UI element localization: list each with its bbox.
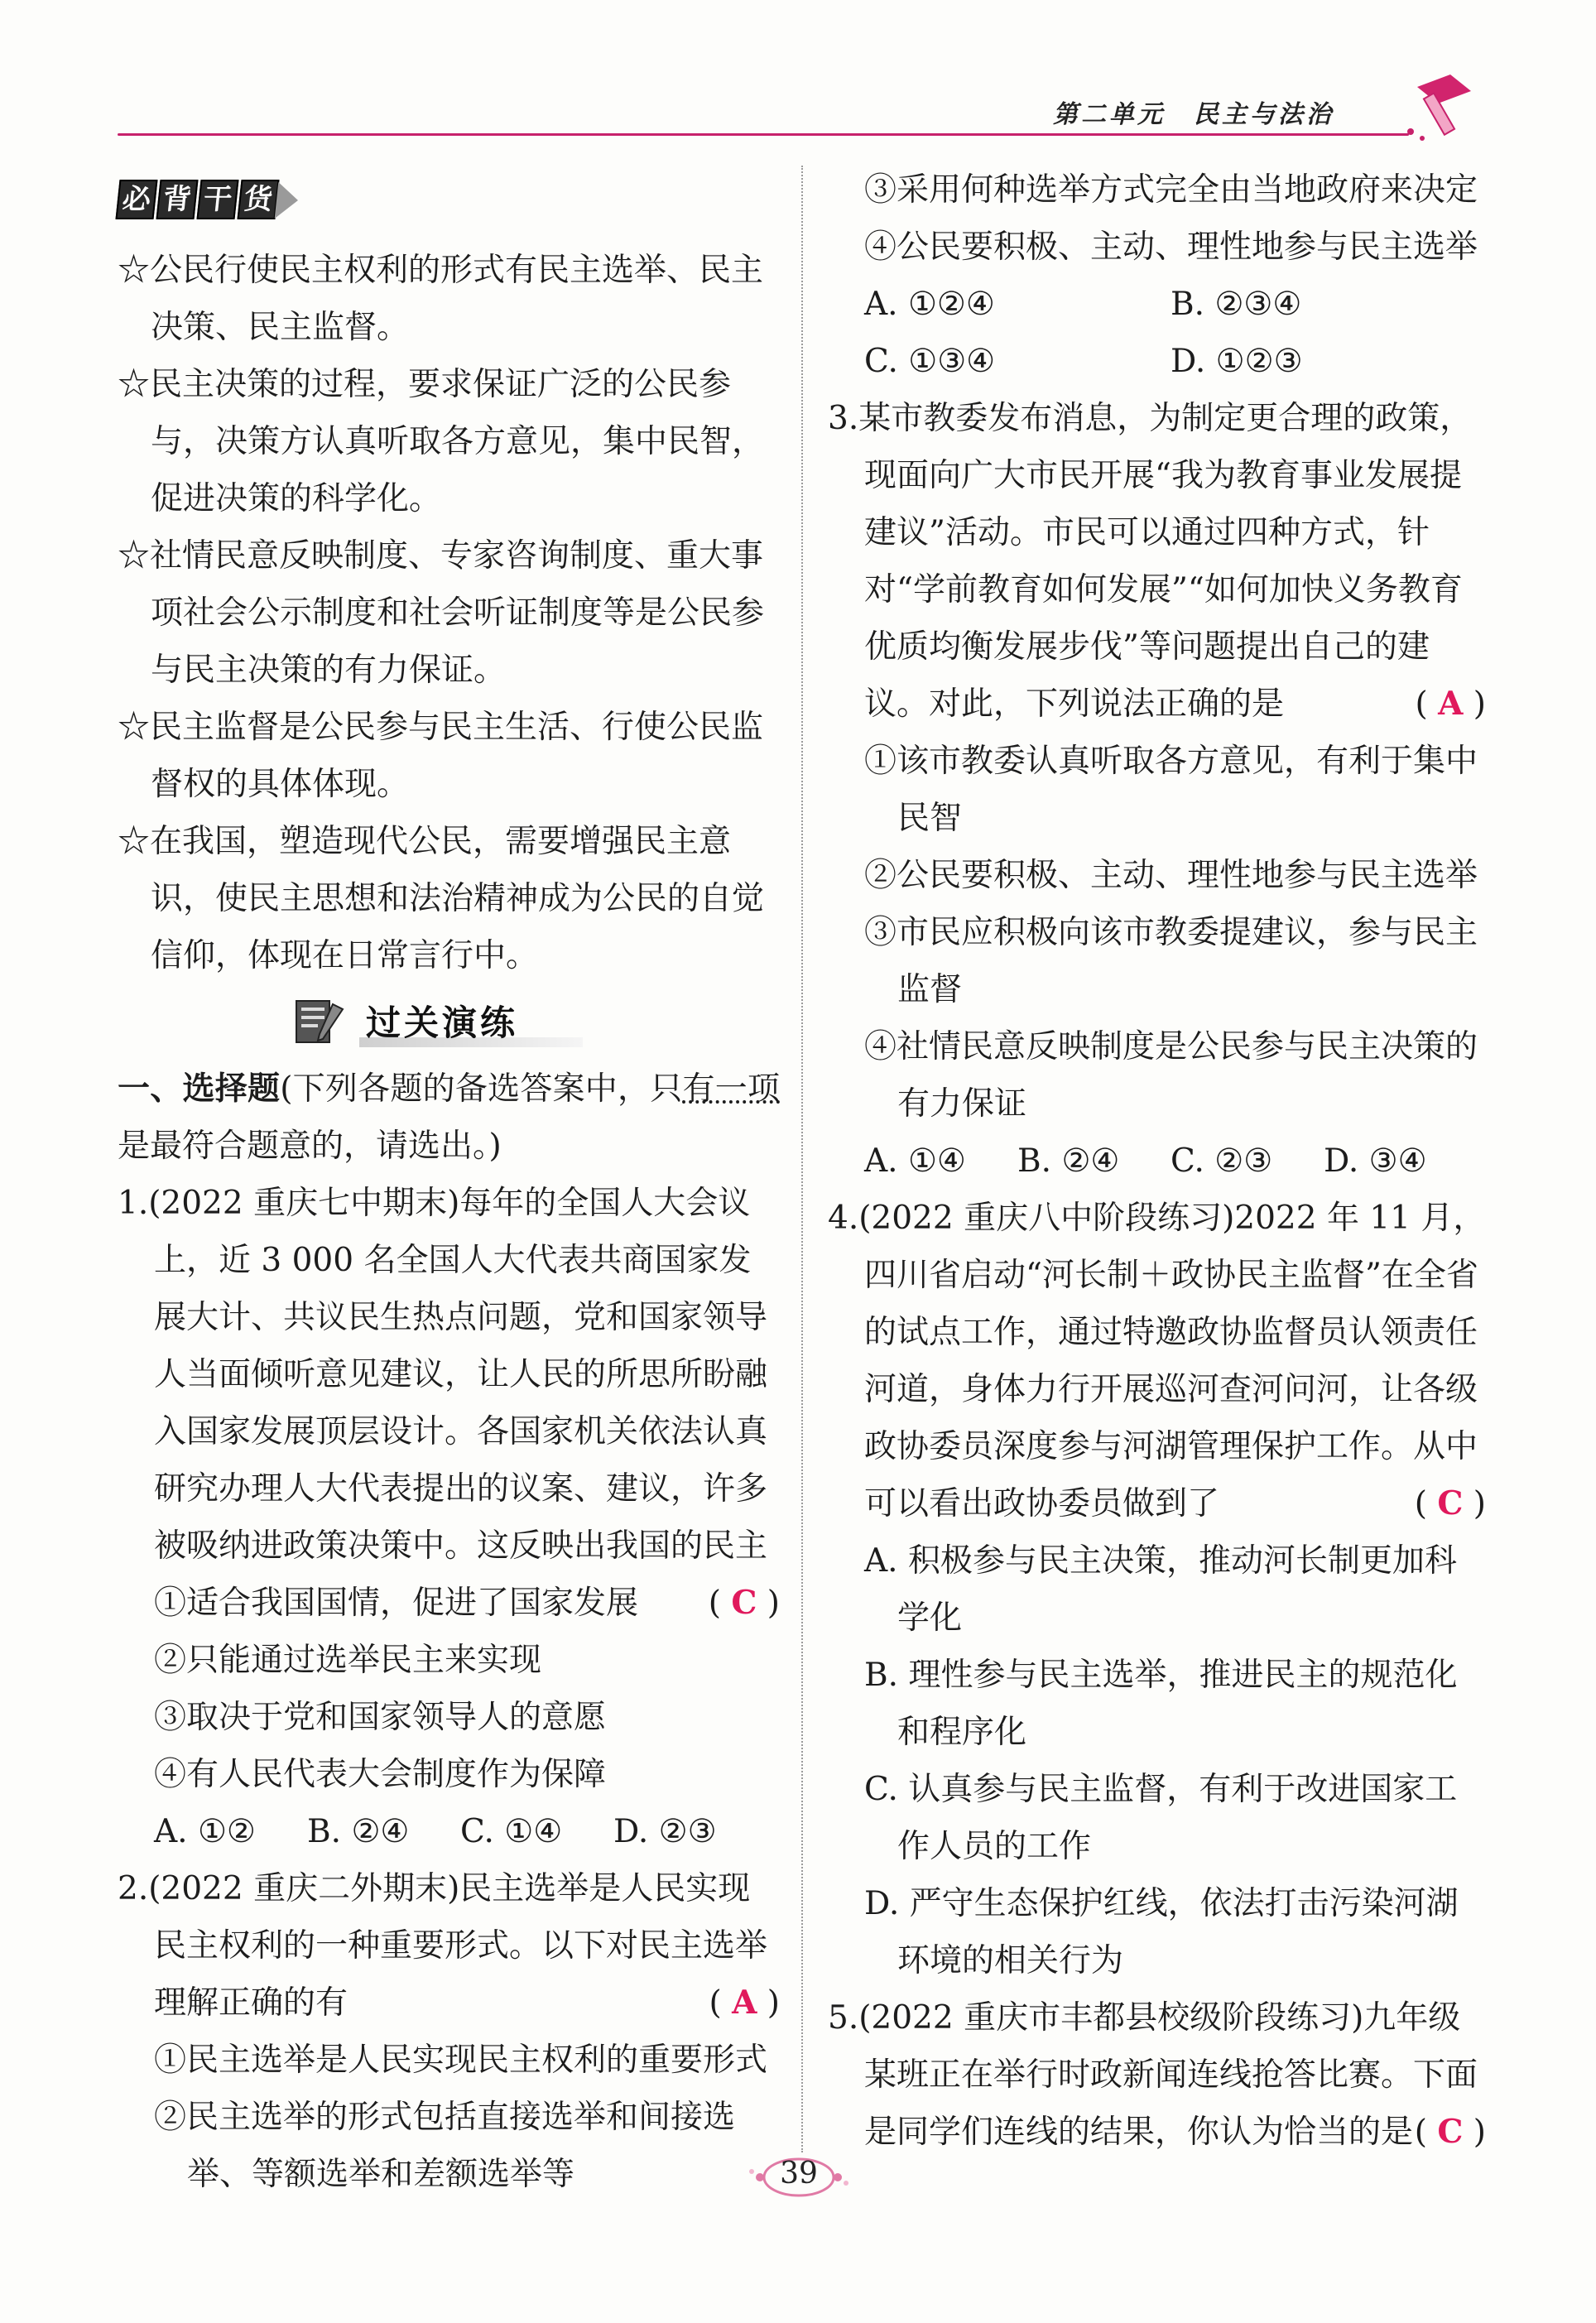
option: C. 认真参与民主监督，有利于改进国家工作人员的工作 — [864, 1771, 1458, 1865]
key-point: ☆民主监督是公民参与民主生活、行使公民监督权的具体体现。 — [118, 709, 764, 803]
page-number-badge — [745, 2148, 853, 2206]
question-stem: 3.某市教委发布消息，为制定更合理的政策，现面向广大市民开展“我为教育事业发展提建议”活动。市民可以通过四种方式，针对“学前教育如何发展”“如何加快义务教育优质均衡发展步伐”等问题提出自己的建议。对此，下列说法正确的是 — [828, 400, 1473, 723]
choice-item: ③采用何种选举方式完全由当地政府来决定 — [864, 171, 1478, 209]
choice-item: ②公民要积极、主动、理性地参与民主选举 — [864, 857, 1478, 894]
option: C. ①④ — [460, 1813, 563, 1850]
question-stem: 5.(2022 重庆市丰都县校级阶段练习)九年级某班正在举行时政新闻连线抢答比赛。下面是同学们连线的结果，你认为恰当的是 — [828, 1999, 1478, 2151]
question-5 — [828, 1989, 1486, 2161]
choice-item: ②民主选举的形式包括直接选举和间接选举、等额选举和差额选举等 — [154, 2099, 736, 2193]
choice-item: ④社情民意反映制度是公民参与民主决策的有力保证 — [864, 1028, 1478, 1123]
key-point: ☆公民行使民主权利的形式有民主选举、民主决策、民主监督。 — [118, 252, 764, 346]
page-number: 39 — [780, 2157, 818, 2191]
page-header — [118, 79, 1475, 138]
option-row — [828, 276, 1486, 333]
choice-item: ④公民要积极、主动、理性地参与民主选举 — [864, 228, 1478, 266]
option: D. ①②③ — [1171, 343, 1303, 380]
option: A. ①② — [154, 1813, 256, 1850]
choice-item: ①适合我国国情，促进了国家发展 — [154, 1585, 639, 1622]
choice-item: ①民主选举是人民实现民主权利的重要形式 — [154, 2042, 768, 2079]
choice-item: ②只能通过选举民主来实现 — [154, 1642, 542, 1679]
option: C. ①③④ — [864, 343, 996, 380]
header-rule — [118, 133, 1409, 136]
header-title — [1053, 94, 1334, 130]
option-row — [828, 333, 1486, 390]
option: A. ①②④ — [864, 286, 995, 323]
question-stem: 4.(2022 重庆八中阶段练习)2022 年 11 月，四川省启动“河长制＋政协民主监督”在全省的试点工作，通过特邀政协监督员认领责任河道，身体力行开展巡河查河问河，让各级政协委员深度参与河湖管理保护工作。从中可以看出政协委员做到了 — [828, 1200, 1486, 1522]
option-row — [828, 1133, 1486, 1190]
answer-letter: C — [1437, 2113, 1464, 2151]
key-point: ☆社情民意反映制度、专家咨询制度、重大事项社会公示制度和社会听证制度等是公民参与民主决策的有力保证。 — [118, 537, 765, 689]
choice-item: ④有人民代表大会制度作为保障 — [154, 1756, 607, 1793]
unit-title: 民主与法治 — [1194, 100, 1334, 129]
key-point: ☆民主决策的过程，要求保证广泛的公民参与，决策方认真听取各方意见，集中民智，促进决策的科学化。 — [118, 366, 765, 517]
option: A. 积极参与民主决策，推动河长制更加科学化 — [864, 1542, 1457, 1637]
option-row — [118, 1803, 780, 1860]
choice-item: ③市民应积极向该市教委提建议，参与民主监督 — [864, 914, 1478, 1008]
answer-slot: ( A ) — [1415, 685, 1486, 723]
answer-slot: ( A ) — [709, 1984, 780, 2022]
answer-slot: ( C ) — [1414, 1484, 1486, 1522]
instruction-heading: 一、选择题 — [118, 1070, 281, 1108]
question-2 — [118, 1860, 780, 2032]
option: C. ②③ — [1171, 1142, 1273, 1180]
notepad-pencil-icon — [293, 996, 351, 1047]
question-stem: 1.(2022 重庆七中期末)每年的全国人大会议上，近 3 000 名全国人大代表共商国家发展大计、共议民生热点问题，党和国家领导人当面倾听意见建议，让人民的所思所盼融入国家发展顶层设计。各国家机关依法认真研究办理人大代表提出的议案、建议，许多被吸纳进政策决策中。这反映出我国的民主 — [118, 1185, 768, 1565]
question-4 — [828, 1190, 1486, 1532]
badge-arrow-icon — [275, 182, 300, 219]
answer-letter: A — [732, 1984, 757, 2022]
instruction-emphasis: 有一项 — [682, 1070, 780, 1108]
badge-char: 必 — [115, 180, 157, 219]
badge-char: 货 — [237, 180, 279, 219]
must-memorize-badge — [118, 170, 300, 227]
column-divider — [801, 166, 803, 2152]
option: D. ③④ — [1324, 1142, 1427, 1180]
instruction — [118, 1060, 780, 1175]
key-point: ☆在我国，塑造现代公民，需要增强民主意识，使民主思想和法治精神成为公民的自觉信仰，体现在日常言行中。 — [118, 823, 765, 974]
answer-letter: C — [731, 1584, 757, 1622]
option: D. ②③ — [613, 1813, 717, 1850]
unit-label: 第二单元 — [1053, 100, 1166, 129]
option: B. ②④ — [1017, 1142, 1120, 1180]
answer-slot: ( C ) — [1414, 2113, 1486, 2151]
choice-item: ①该市教委认真听取各方意见，有利于集中民智 — [864, 743, 1478, 837]
option: A. ①④ — [864, 1142, 966, 1180]
question-3 — [828, 390, 1486, 733]
choice-item: ③取决于党和国家领导人的意愿 — [154, 1699, 607, 1736]
answer-letter: A — [1438, 685, 1464, 723]
option: B. ②③④ — [1171, 286, 1302, 323]
section-title-label: 过关演练 — [366, 1003, 519, 1043]
option: D. 严守生态保护红线，依法打击污染河湖环境的相关行为 — [864, 1885, 1459, 1979]
option: B. ②④ — [307, 1813, 410, 1850]
option: B. 理性参与民主选举，推进民主的规范化和程序化 — [864, 1657, 1458, 1751]
badge-char: 背 — [156, 180, 198, 219]
pencil-cap-icon — [1401, 62, 1475, 145]
answer-letter: C — [1437, 1484, 1464, 1522]
instruction-text: (下列各题的备选答案中，只 — [280, 1070, 683, 1108]
section-title — [118, 989, 780, 1056]
right-column — [828, 161, 1486, 2161]
answer-slot: ( C ) — [708, 1584, 780, 1622]
left-column — [118, 161, 780, 2203]
question-stem: 2.(2022 重庆二外期末)民主选举是人民实现民主权利的一种重要形式。以下对民主选举理解正确的有 — [118, 1870, 768, 2022]
instruction-text: 是最符合题意的，请选出。) — [118, 1128, 502, 1165]
badge-char: 干 — [196, 180, 238, 219]
